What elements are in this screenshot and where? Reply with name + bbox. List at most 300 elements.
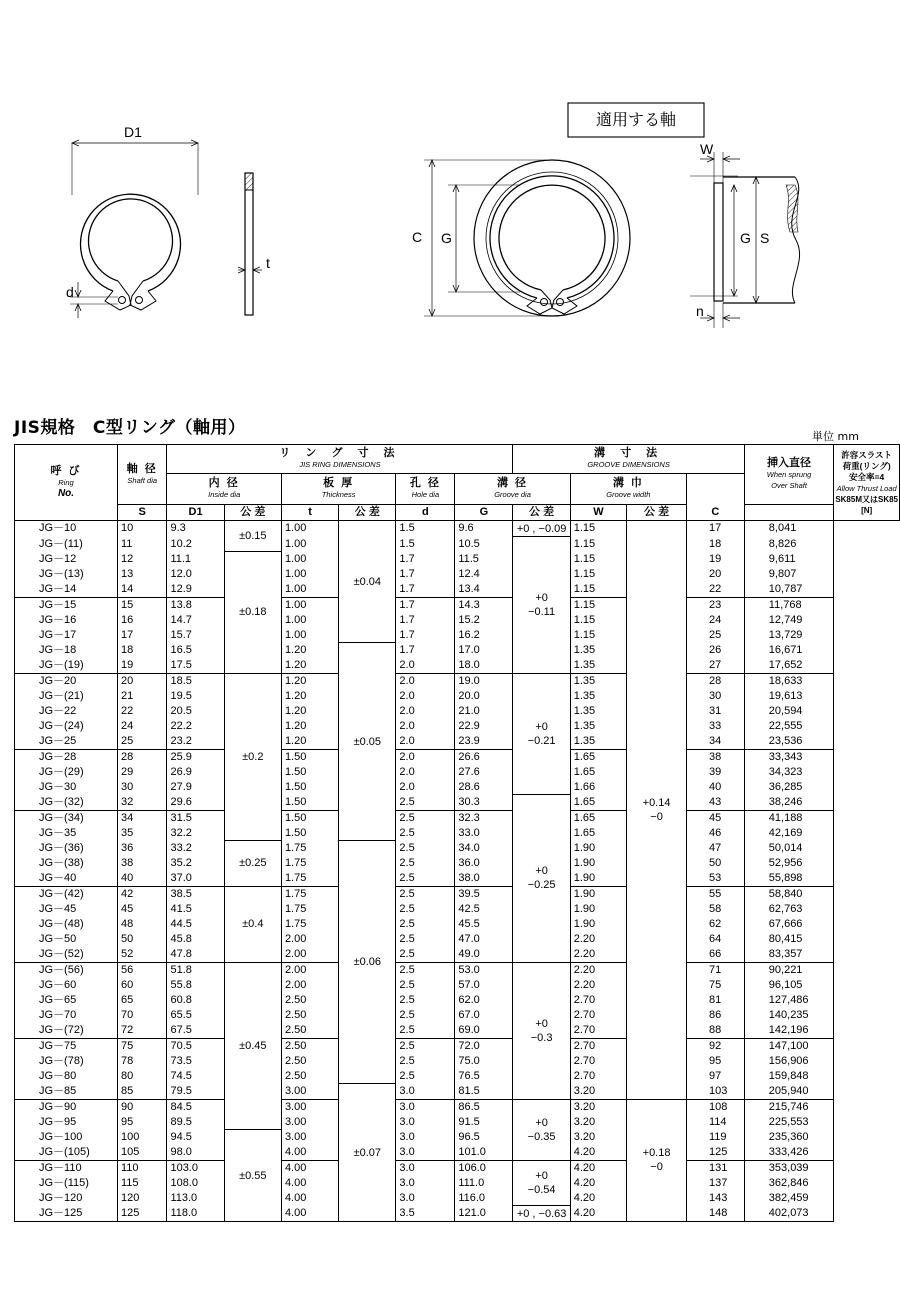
cell-c: 40 bbox=[687, 780, 745, 795]
cell-t: 2.50 bbox=[281, 1069, 338, 1084]
tolerance-cell: ±0.25 bbox=[224, 841, 281, 887]
cell-t: 1.50 bbox=[281, 780, 338, 795]
cell-name: JG－(11) bbox=[15, 537, 118, 552]
cell-c: 27 bbox=[687, 658, 745, 674]
cell-name: JG－35 bbox=[15, 826, 118, 841]
cell-s: 40 bbox=[118, 871, 167, 887]
cell-s: 18 bbox=[118, 643, 167, 658]
table-row bbox=[15, 1160, 900, 1176]
cell-name: JG－70 bbox=[15, 1008, 118, 1023]
label-d1: D1 bbox=[124, 124, 142, 140]
cell-d1: 18.5 bbox=[167, 673, 224, 689]
label-g-side: G bbox=[740, 230, 751, 246]
cell-w: 1.66 bbox=[570, 780, 626, 795]
cell-d: 3.5 bbox=[396, 1206, 455, 1222]
cell-g: 13.4 bbox=[455, 582, 513, 598]
cell-c: 66 bbox=[687, 947, 745, 963]
cell-name: JG－45 bbox=[15, 902, 118, 917]
cell-n: 20,594 bbox=[744, 704, 834, 719]
cell-s: 100 bbox=[118, 1130, 167, 1145]
cell-d1: 41.5 bbox=[167, 902, 224, 917]
cell-n: 36,285 bbox=[744, 780, 834, 795]
cell-d: 2.5 bbox=[396, 1054, 455, 1069]
cell-name: JG－18 bbox=[15, 643, 118, 658]
cell-s: 35 bbox=[118, 826, 167, 841]
cell-s: 16 bbox=[118, 613, 167, 628]
table-row bbox=[15, 810, 900, 826]
cell-c: 125 bbox=[687, 1145, 745, 1161]
sym-t: t bbox=[281, 505, 338, 521]
header-hole-dia: 孔 径 Hole dia bbox=[396, 474, 455, 505]
cell-n: 402,073 bbox=[744, 1206, 834, 1222]
cell-s: 30 bbox=[118, 780, 167, 795]
cell-s: 110 bbox=[118, 1160, 167, 1176]
cell-d1: 103.0 bbox=[167, 1160, 224, 1176]
cell-s: 52 bbox=[118, 947, 167, 963]
cell-w: 3.20 bbox=[570, 1084, 626, 1100]
cell-s: 48 bbox=[118, 917, 167, 932]
cell-d1: 29.6 bbox=[167, 795, 224, 811]
tolerance-cell: ±0.45 bbox=[224, 962, 281, 1130]
cell-d1: 27.9 bbox=[167, 780, 224, 795]
cell-name: JG－120 bbox=[15, 1191, 118, 1206]
cell-n: 215,746 bbox=[744, 1099, 834, 1115]
cell-w: 1.15 bbox=[570, 613, 626, 628]
cell-g: 42.5 bbox=[455, 902, 513, 917]
cell-d1: 84.5 bbox=[167, 1099, 224, 1115]
cell-n: 225,553 bbox=[744, 1115, 834, 1130]
cell-d: 1.7 bbox=[396, 628, 455, 643]
cell-c: 103 bbox=[687, 1084, 745, 1100]
cell-s: 120 bbox=[118, 1191, 167, 1206]
cell-name: JG－(19) bbox=[15, 658, 118, 674]
cell-c: 55 bbox=[687, 886, 745, 902]
cell-s: 42 bbox=[118, 886, 167, 902]
sym-c: C bbox=[687, 505, 745, 521]
cell-w: 2.20 bbox=[570, 932, 626, 947]
cell-name: JG－(105) bbox=[15, 1145, 118, 1161]
cell-g: 32.3 bbox=[455, 810, 513, 826]
cell-w: 3.20 bbox=[570, 1130, 626, 1145]
cell-n: 18,633 bbox=[744, 673, 834, 689]
cell-n: 42,169 bbox=[744, 826, 834, 841]
tolerance-cell: ±0.55 bbox=[224, 1130, 281, 1222]
cell-s: 25 bbox=[118, 734, 167, 750]
cell-g: 75.0 bbox=[455, 1054, 513, 1069]
cell-t: 1.75 bbox=[281, 886, 338, 902]
cell-t: 3.00 bbox=[281, 1084, 338, 1100]
cell-t: 1.20 bbox=[281, 643, 338, 658]
cell-d: 2.5 bbox=[396, 886, 455, 902]
cell-s: 65 bbox=[118, 993, 167, 1008]
cell-d: 3.0 bbox=[396, 1084, 455, 1100]
cell-name: JG－90 bbox=[15, 1099, 118, 1115]
cell-g: 69.0 bbox=[455, 1023, 513, 1039]
cell-d1: 12.9 bbox=[167, 582, 224, 598]
cell-n: 55,898 bbox=[744, 871, 834, 887]
cell-w: 1.65 bbox=[570, 810, 626, 826]
cell-t: 4.00 bbox=[281, 1145, 338, 1161]
cell-d: 1.7 bbox=[396, 582, 455, 598]
label-t: t bbox=[266, 255, 270, 271]
tolerance-cell: +0.18 −0 bbox=[627, 1099, 687, 1222]
tolerance-cell: ±0.18 bbox=[224, 552, 281, 674]
cell-c: 23 bbox=[687, 597, 745, 613]
cell-c: 97 bbox=[687, 1069, 745, 1084]
cell-n: 62,763 bbox=[744, 902, 834, 917]
cell-name: JG－(24) bbox=[15, 719, 118, 734]
cell-n: 12,749 bbox=[744, 613, 834, 628]
cell-t: 1.00 bbox=[281, 582, 338, 598]
cell-n: 10,787 bbox=[744, 582, 834, 598]
cell-g: 33.0 bbox=[455, 826, 513, 841]
cell-d1: 51.8 bbox=[167, 962, 224, 978]
cell-s: 56 bbox=[118, 962, 167, 978]
table-row bbox=[15, 521, 900, 537]
cell-c: 108 bbox=[687, 1099, 745, 1115]
tolerance-cell: ±0.05 bbox=[339, 643, 396, 841]
cell-w: 1.15 bbox=[570, 628, 626, 643]
cell-d1: 35.2 bbox=[167, 856, 224, 871]
cell-w: 4.20 bbox=[570, 1160, 626, 1176]
cell-t: 1.00 bbox=[281, 521, 338, 537]
tolerance-cell: +0 −0.25 bbox=[513, 795, 570, 963]
cell-s: 34 bbox=[118, 810, 167, 826]
cell-n: 13,729 bbox=[744, 628, 834, 643]
cell-name: JG－(48) bbox=[15, 917, 118, 932]
shaft-side-view bbox=[568, 103, 800, 328]
cell-d1: 108.0 bbox=[167, 1176, 224, 1191]
cell-d1: 74.5 bbox=[167, 1069, 224, 1084]
cell-name: JG－(34) bbox=[15, 810, 118, 826]
cell-w: 2.20 bbox=[570, 947, 626, 963]
cell-n: 19,613 bbox=[744, 689, 834, 704]
cell-n: 38,246 bbox=[744, 795, 834, 811]
cell-c: 28 bbox=[687, 673, 745, 689]
cell-name: JG－17 bbox=[15, 628, 118, 643]
tolerance-cell: +0.14 −0 bbox=[627, 521, 687, 1100]
header-groove-dia: 溝 径 Groove dia bbox=[455, 474, 570, 505]
cell-w: 1.35 bbox=[570, 658, 626, 674]
tolerance-cell: +0 −0.54 bbox=[513, 1160, 570, 1206]
cell-w: 1.15 bbox=[570, 597, 626, 613]
cell-name: JG－85 bbox=[15, 1084, 118, 1100]
cell-n: 67,666 bbox=[744, 917, 834, 932]
cell-w: 3.20 bbox=[570, 1115, 626, 1130]
cell-d1: 22.2 bbox=[167, 719, 224, 734]
cell-t: 1.00 bbox=[281, 552, 338, 567]
cell-n: 147,100 bbox=[744, 1038, 834, 1054]
cell-c: 25 bbox=[687, 628, 745, 643]
cell-t: 4.00 bbox=[281, 1176, 338, 1191]
cell-c: 43 bbox=[687, 795, 745, 811]
cell-s: 70 bbox=[118, 1008, 167, 1023]
cell-n: 9,807 bbox=[744, 567, 834, 582]
cell-d: 2.5 bbox=[396, 978, 455, 993]
table-row bbox=[15, 1191, 900, 1206]
cell-d1: 60.8 bbox=[167, 993, 224, 1008]
table-row bbox=[15, 597, 900, 613]
cell-w: 1.90 bbox=[570, 841, 626, 856]
ring-drawing bbox=[0, 0, 900, 400]
cell-s: 60 bbox=[118, 978, 167, 993]
cell-t: 2.00 bbox=[281, 978, 338, 993]
table-row bbox=[15, 643, 900, 658]
cell-c: 81 bbox=[687, 993, 745, 1008]
tolerance-cell: +0 −0.21 bbox=[513, 673, 570, 795]
cell-d: 3.0 bbox=[396, 1176, 455, 1191]
cell-d1: 19.5 bbox=[167, 689, 224, 704]
cell-c: 47 bbox=[687, 841, 745, 856]
tolerance-cell: ±0.4 bbox=[224, 886, 281, 962]
cell-n: 34,323 bbox=[744, 765, 834, 780]
cell-n: 90,221 bbox=[744, 962, 834, 978]
cell-name: JG－(78) bbox=[15, 1054, 118, 1069]
cell-t: 1.20 bbox=[281, 673, 338, 689]
cell-d: 2.0 bbox=[396, 749, 455, 765]
cell-s: 78 bbox=[118, 1054, 167, 1069]
cell-d: 2.5 bbox=[396, 871, 455, 887]
cell-d: 1.7 bbox=[396, 552, 455, 567]
cell-g: 76.5 bbox=[455, 1069, 513, 1084]
cell-g: 20.0 bbox=[455, 689, 513, 704]
cell-name: JG－(21) bbox=[15, 689, 118, 704]
cell-c: 46 bbox=[687, 826, 745, 841]
cell-g: 14.3 bbox=[455, 597, 513, 613]
cell-d1: 14.7 bbox=[167, 613, 224, 628]
tolerance-cell: ±0.06 bbox=[339, 841, 396, 1084]
cell-d1: 25.9 bbox=[167, 749, 224, 765]
cell-d1: 55.8 bbox=[167, 978, 224, 993]
table-row bbox=[15, 1130, 900, 1145]
tolerance-cell: ±0.07 bbox=[339, 1084, 396, 1222]
table-row bbox=[15, 841, 900, 856]
cell-s: 12 bbox=[118, 552, 167, 567]
cell-d1: 31.5 bbox=[167, 810, 224, 826]
cell-t: 2.50 bbox=[281, 1054, 338, 1069]
table-row bbox=[15, 704, 900, 719]
cell-t: 2.00 bbox=[281, 947, 338, 963]
cell-n: 22,555 bbox=[744, 719, 834, 734]
sym-s: S bbox=[118, 505, 167, 521]
table-row bbox=[15, 749, 900, 765]
cell-g: 38.0 bbox=[455, 871, 513, 887]
cell-name: JG－12 bbox=[15, 552, 118, 567]
cell-name: JG－(13) bbox=[15, 567, 118, 582]
cell-name: JG－(36) bbox=[15, 841, 118, 856]
cell-s: 90 bbox=[118, 1099, 167, 1115]
tolerance-cell: ±0.2 bbox=[224, 673, 281, 841]
cell-c: 75 bbox=[687, 978, 745, 993]
cell-d: 2.0 bbox=[396, 765, 455, 780]
cell-c: 143 bbox=[687, 1191, 745, 1206]
cell-c: 24 bbox=[687, 613, 745, 628]
cell-c: 17 bbox=[687, 521, 745, 537]
cell-t: 2.50 bbox=[281, 1023, 338, 1039]
cell-d: 2.5 bbox=[396, 810, 455, 826]
cell-g: 11.5 bbox=[455, 552, 513, 567]
cell-g: 19.0 bbox=[455, 673, 513, 689]
cell-d: 1.7 bbox=[396, 643, 455, 658]
cell-w: 4.20 bbox=[570, 1176, 626, 1191]
cell-d: 2.5 bbox=[396, 826, 455, 841]
cell-d: 2.5 bbox=[396, 841, 455, 856]
header-groove-width: 溝 巾 Groove width bbox=[570, 474, 686, 505]
header-insert-dia: 挿入直径 When sprung Over Shaft bbox=[744, 445, 834, 505]
table-row bbox=[15, 978, 900, 993]
cell-d1: 13.8 bbox=[167, 597, 224, 613]
cell-n: 8,041 bbox=[744, 521, 834, 537]
cell-d: 3.0 bbox=[396, 1160, 455, 1176]
ring-side-view bbox=[238, 173, 262, 315]
cell-c: 22 bbox=[687, 582, 745, 598]
table-row bbox=[15, 856, 900, 871]
cell-n: 16,671 bbox=[744, 643, 834, 658]
cell-s: 24 bbox=[118, 719, 167, 734]
label-w: W bbox=[700, 141, 714, 157]
cell-name: JG－100 bbox=[15, 1130, 118, 1145]
cell-w: 1.90 bbox=[570, 856, 626, 871]
cell-t: 1.20 bbox=[281, 719, 338, 734]
cell-t: 3.00 bbox=[281, 1099, 338, 1115]
cell-c: 45 bbox=[687, 810, 745, 826]
header-inside-dia: 内 径 Inside dia bbox=[167, 474, 281, 505]
table-row bbox=[15, 1145, 900, 1161]
cell-d1: 98.0 bbox=[167, 1145, 224, 1161]
cell-t: 1.75 bbox=[281, 902, 338, 917]
cell-g: 49.0 bbox=[455, 947, 513, 963]
cell-d1: 15.7 bbox=[167, 628, 224, 643]
cell-d1: 118.0 bbox=[167, 1206, 224, 1222]
cell-d: 2.5 bbox=[396, 1069, 455, 1084]
table-row bbox=[15, 886, 900, 902]
cell-c: 31 bbox=[687, 704, 745, 719]
table-row bbox=[15, 1054, 900, 1069]
cell-c: 50 bbox=[687, 856, 745, 871]
cell-g: 101.0 bbox=[455, 1145, 513, 1161]
cell-s: 105 bbox=[118, 1145, 167, 1161]
cell-c: 148 bbox=[687, 1206, 745, 1222]
cell-d: 1.5 bbox=[396, 537, 455, 552]
cell-c: 119 bbox=[687, 1130, 745, 1145]
cell-s: 45 bbox=[118, 902, 167, 917]
cell-t: 2.50 bbox=[281, 1008, 338, 1023]
cell-c: 18 bbox=[687, 537, 745, 552]
cell-s: 80 bbox=[118, 1069, 167, 1084]
cell-c: 62 bbox=[687, 917, 745, 932]
table-row bbox=[15, 1206, 900, 1222]
cell-n: 205,940 bbox=[744, 1084, 834, 1100]
cell-w: 1.90 bbox=[570, 917, 626, 932]
label-c: C bbox=[412, 229, 423, 245]
cell-d: 3.0 bbox=[396, 1115, 455, 1130]
sym-d1: D1 bbox=[167, 505, 224, 521]
header-shaft-dia: 軸 径 Shaft dia bbox=[118, 445, 167, 505]
cell-t: 1.50 bbox=[281, 765, 338, 780]
cell-d: 2.5 bbox=[396, 795, 455, 811]
cell-t: 2.50 bbox=[281, 993, 338, 1008]
cell-g: 86.5 bbox=[455, 1099, 513, 1115]
cell-d: 2.0 bbox=[396, 734, 455, 750]
cell-n: 80,415 bbox=[744, 932, 834, 947]
cell-name: JG－60 bbox=[15, 978, 118, 993]
cell-g: 34.0 bbox=[455, 841, 513, 856]
cell-s: 13 bbox=[118, 567, 167, 582]
cell-n: 382,459 bbox=[744, 1191, 834, 1206]
unit-label: 単位 mm bbox=[812, 430, 859, 443]
cell-name: JG－65 bbox=[15, 993, 118, 1008]
cell-c: 33 bbox=[687, 719, 745, 734]
cell-g: 21.0 bbox=[455, 704, 513, 719]
cell-n: 52,956 bbox=[744, 856, 834, 871]
cell-g: 28.6 bbox=[455, 780, 513, 795]
cell-d1: 11.1 bbox=[167, 552, 224, 567]
cell-c: 64 bbox=[687, 932, 745, 947]
cell-s: 50 bbox=[118, 932, 167, 947]
cell-w: 1.65 bbox=[570, 795, 626, 811]
cell-n: 11,768 bbox=[744, 597, 834, 613]
spec-table-body bbox=[15, 521, 900, 1222]
table-row bbox=[15, 795, 900, 811]
cell-d: 2.0 bbox=[396, 658, 455, 674]
cell-n: 127,486 bbox=[744, 993, 834, 1008]
cell-g: 47.0 bbox=[455, 932, 513, 947]
cell-g: 96.5 bbox=[455, 1130, 513, 1145]
cell-w: 1.35 bbox=[570, 643, 626, 658]
tolerance-cell: +0 −0.11 bbox=[513, 537, 570, 674]
ring-front-view bbox=[70, 143, 198, 318]
cell-g: 45.5 bbox=[455, 917, 513, 932]
spec-table bbox=[14, 444, 900, 1222]
applicable-shaft-label: 適用する軸 bbox=[595, 110, 677, 129]
tolerance-cell: +0 , −0.09 bbox=[513, 521, 570, 537]
cell-d1: 26.9 bbox=[167, 765, 224, 780]
cell-t: 1.50 bbox=[281, 810, 338, 826]
cell-t: 4.00 bbox=[281, 1206, 338, 1222]
cell-w: 4.20 bbox=[570, 1145, 626, 1161]
table-row bbox=[15, 932, 900, 947]
header-groove-dimensions: 溝 寸 法 GROOVE DIMENSIONS bbox=[513, 445, 744, 474]
sym-d: d bbox=[396, 505, 455, 521]
cell-d1: 23.2 bbox=[167, 734, 224, 750]
cell-d1: 20.5 bbox=[167, 704, 224, 719]
cell-s: 14 bbox=[118, 582, 167, 598]
cell-d: 2.5 bbox=[396, 917, 455, 932]
cell-d1: 70.5 bbox=[167, 1038, 224, 1054]
cell-t: 1.00 bbox=[281, 537, 338, 552]
cell-name: JG－(42) bbox=[15, 886, 118, 902]
cell-d1: 16.5 bbox=[167, 643, 224, 658]
cell-d: 2.5 bbox=[396, 932, 455, 947]
page-title: JIS規格 C型リング（軸用） bbox=[14, 418, 246, 438]
cell-g: 57.0 bbox=[455, 978, 513, 993]
cell-w: 1.90 bbox=[570, 902, 626, 917]
table-row bbox=[15, 1176, 900, 1191]
cell-w: 2.70 bbox=[570, 993, 626, 1008]
sym-tol-d1: 公 差 bbox=[224, 505, 281, 521]
cell-c: 88 bbox=[687, 1023, 745, 1039]
table-row bbox=[15, 552, 900, 567]
label-g: G bbox=[441, 230, 452, 246]
cell-s: 10 bbox=[118, 521, 167, 537]
cell-n: 353,039 bbox=[744, 1160, 834, 1176]
cell-n: 333,426 bbox=[744, 1145, 834, 1161]
cell-name: JG－(72) bbox=[15, 1023, 118, 1039]
cell-s: 38 bbox=[118, 856, 167, 871]
header-thickness: 板 厚 Thickness bbox=[281, 474, 395, 505]
cell-d: 3.0 bbox=[396, 1145, 455, 1161]
cell-w: 1.65 bbox=[570, 826, 626, 841]
